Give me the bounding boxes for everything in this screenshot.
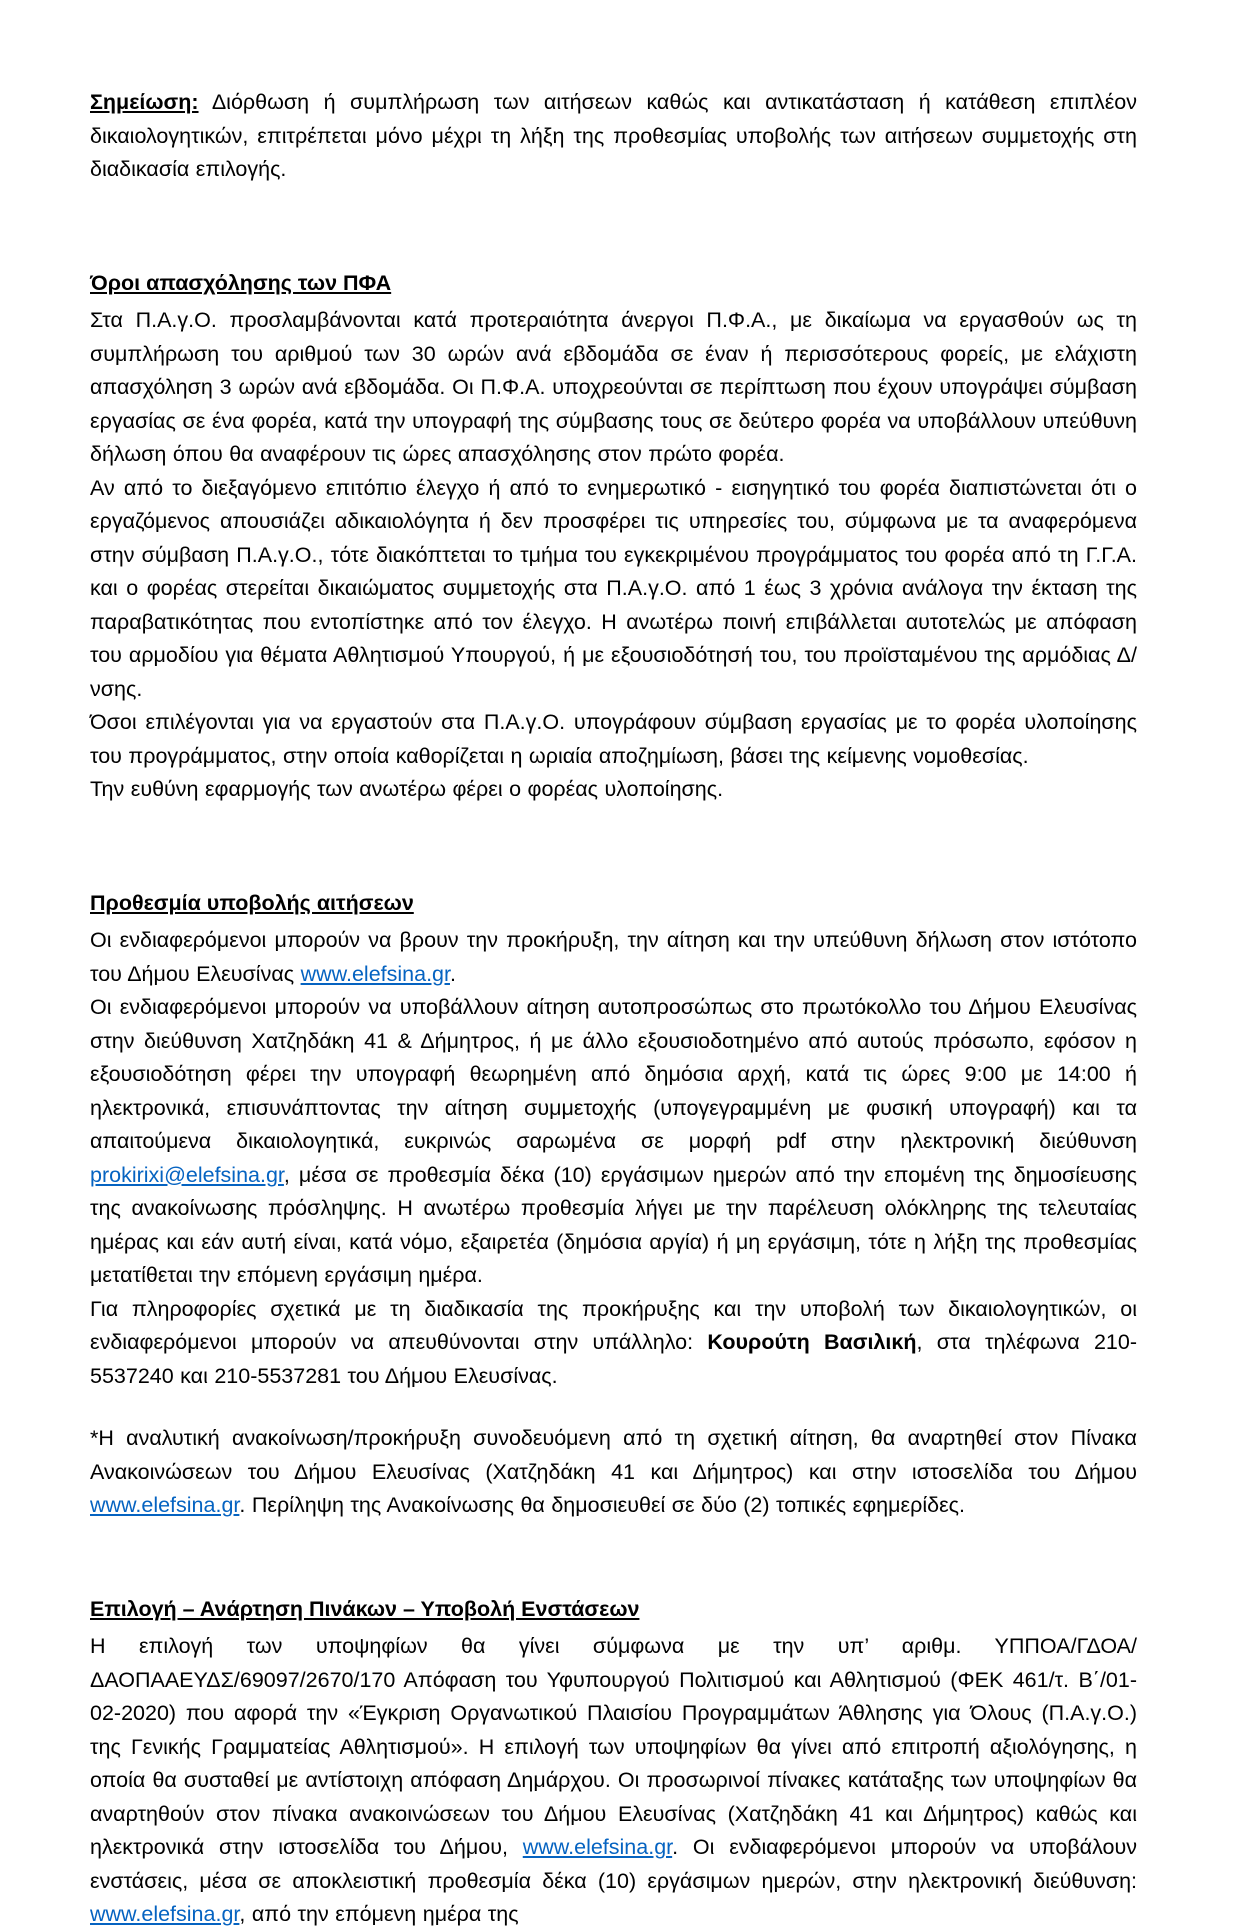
deadline-paragraph-1 <box>90 924 1137 991</box>
deadline-paragraph-3 <box>90 1293 1137 1394</box>
employment-terms-paragraph-2: Αν από το διεξαγόμενο επιτόπιο έλεγχο ή από το ενημερωτικό - εισηγητικό του φορέα διαπιστώνεται ότι ο εργαζόμενος απουσιάζει αδικαιολόγητα ή δεν προσφέρει τις υπηρεσίες του, σύμφωνα με τα αναφερόμενα στην σύμβαση Π.Α.γ.Ο., τότε διακόπτεται το τμήμα του εγκεκριμένου προγράμματος του φορέα από τη Γ.Γ.Α. και ο φορέας στερείται δικαιώματος συμμετοχής στα Π.Α.γ.Ο. από 1 έως 3 χρόνια ανάλογα την έκταση της παραβατικότητας που εντοπίστηκε από τον έλεγχο. Η ανωτέρω ποινή επιβάλλεται αυτοτελώς με απόφαση του αρμοδίου για θέματα Αθλητισμού Υπουργού, ή με εξουσιοδότησή του, του προϊσταμένου της αρμόδιας Δ/νσης. <box>90 475 1137 701</box>
contact-phone-numbers: , στα τηλέφωνα 210-5537240 και 210-5537281 του Δήμου Ελευσίνας. <box>90 1330 1137 1388</box>
selection-paragraph <box>90 1630 1137 1932</box>
employment-terms-paragraph-3: Όσοι επιλέγονται για να εργαστούν στα Π.Α.γ.Ο. υπογράφουν σύμβαση εργασίας με το φορέα υλοποίησης του προγράμματος, στην οποία καθορίζεται η ωριαία αποζημίωση, βάσει της κείμενης νομοθεσίας. <box>90 710 1137 768</box>
selection-heading: Επιλογή – Ανάρτηση Πινάκων – Υποβολή Ενστάσεων <box>90 1596 640 1621</box>
announcement-posting-text: *Η αναλυτική ανακοίνωση/προκήρυξη συνοδευόμενη από τη σχετική αίτηση, θα αναρτηθεί στον Πίνακα Ανακοινώσεων του Δήμου Ελευσίνας (Χατζηδάκη 41 και Δήμητρος) και στην ιστοσελίδα του Δήμου <box>90 1426 1137 1484</box>
employment-terms-heading: Όροι απασχόλησης των ΠΦΑ <box>90 270 392 295</box>
deadline-heading: Προθεσμία υποβολής αιτήσεων <box>90 890 414 915</box>
elefsina-website-link[interactable]: www.elefsina.gr <box>300 961 450 986</box>
elefsina-website-link-2[interactable]: www.elefsina.gr <box>90 1493 240 1517</box>
deadline-paragraph-2 <box>90 991 1137 1293</box>
elefsina-website-link-3[interactable]: www.elefsina.gr <box>522 1835 673 1859</box>
elefsina-website-link-4[interactable]: www.elefsina.gr <box>90 1902 240 1926</box>
selection-text-3: , από την επόμενη ημέρα της <box>239 1902 519 1926</box>
employment-terms-paragraph-1: Στα Π.Α.γ.Ο. προσλαμβάνονται κατά προτεραιότητα άνεργοι Π.Φ.Α., με δικαίωμα να εργασθούν ως τη συμπλήρωση του αριθμού των 30 ωρών ανά εβδομάδα σε έναν ή περισσότερους φορείς, με ελάχιστη απασχόληση 3 ωρών ανά εβδομάδα. Οι Π.Φ.Α. υποχρεούνται σε περίπτωση που έχουν υπογράψει σύμβαση εργασίας σε ένα φορέα, κατά την υπογραφή της σύμβασης τους σε δεύτερο φορέα να υποβάλλουν υπεύθυνη δήλωση όπου θα αναφέρουν τις ώρες απασχόλησης στον πρώτο φορέα. <box>90 308 1137 466</box>
deadline-p2-text-after: , μέσα σε προθεσμία δέκα (10) εργάσιμων ημερών από την επομένη της δημοσίευσης της ανακοίνωσης πρόσληψης. Η ανωτέρω προθεσμία λήγει με την παρέλευση ολόκληρης της τελευταίας ημέρας και εάν αυτή είναι, κατά νόμο, εξαιρετέα (δημόσια αργία) ή μη εργάσιμη, τότε η λήξη της προθεσμίας μετατίθεται την επόμενη εργάσιμη ημέρα. <box>90 1162 1137 1287</box>
employment-terms-paragraph-4: Την ευθύνη εφαρμογής των ανωτέρω φέρει ο φορέας υλοποίησης. <box>90 777 724 801</box>
deadline-p2-text: Οι ενδιαφερόμενοι μπορούν να υποβάλλουν αίτηση αυτοπροσώπως στο πρωτόκολλο του Δήμου Ελευσίνας στην διεύθυνση Χατζηδάκη 41 & Δήμητρος, ή με άλλο εξουσιοδοτημένο από αυτούς πρόσωπο, εφόσον η εξουσιοδότηση φέρει την υπογραφή θεωρημένη από δημόσια αρχή, κατά τις ώρες 9:00 με 14:00 ή ηλεκτρονικά, επισυνάπτοντας την αίτηση συμμετοχής (υπογεγραμμένη με φυσική υπογραφή) και τα απαιτούμενα δικαιολογητικά, ευκρινώς σαρωμένα σε μορφή pdf στην ηλεκτρονική διεύθυνση <box>90 995 1137 1153</box>
contact-person-name: Κουρούτη Βασιλική <box>707 1330 917 1354</box>
deadline-p1-period: . <box>449 961 456 986</box>
announcement-posting-paragraph <box>90 1422 1137 1523</box>
selection-text-1: Η επιλογή των υποψηφίων θα γίνει σύμφωνα με την υπ’ αριθμ. ΥΠΠΟΑ/ΓΔΟΑ/ΔΑΟΠΑΑΕΥΔΣ/69097/2670/170 Απόφαση του Υφυπουργού Πολιτισμού και Αθλητισμού (ΦΕΚ 461/τ. Β΄/01-02-2020) που αφορά την «Έγκριση Οργανωτικού Πλαισίου Προγραμμάτων Άθλησης για Όλους (Π.Α.γ.Ο.) της Γενικής Γραμματείας Αθλητισμού». Η επιλογή των υποψηφίων θα γίνει από επιτροπή αξιολόγησης, η οποία θα συσταθεί με αντίστοιχη απόφαση Δημάρχου. Οι προσωρινοί πίνακες κατάταξης των υποψηφίων θα αναρτηθούν στον πίνακα ανακοινώσεων του Δήμου Ελευσίνας (Χατζηδάκη 41 και Δήμητρος) καθώς και ηλεκτρονικά στην ιστοσελίδα του Δήμου, <box>90 1634 1137 1859</box>
note-label: Σημείωση: <box>90 90 199 114</box>
announcement-posting-text-after: . Περίληψη της Ανακοίνωσης θα δημοσιευθεί σε δύο (2) τοπικές εφημερίδες. <box>239 1493 965 1517</box>
note-body: Διόρθωση ή συμπλήρωση των αιτήσεων καθώς και αντικατάσταση ή κατάθεση επιπλέον δικαιολογητικών, επιτρέπεται μόνο μέχρι τη λήξη της προθεσμίας υποβολής των αιτήσεων συμμετοχής στη διαδικασία επιλογής. <box>90 90 1137 181</box>
deadline-p1-text: Οι ενδιαφερόμενοι μπορούν να βρουν την προκήρυξη, την αίτηση και την υπεύθυνη δήλωση στον ιστότοπο του Δήμου Ελευσίνας <box>90 928 1137 986</box>
note-paragraph <box>90 86 1137 187</box>
prokirixi-email-link[interactable]: prokirixi@elefsina.gr <box>90 1162 284 1187</box>
contact-info-text: Για πληροφορίες σχετικά με τη διαδικασία της προκήρυξης και την υποβολή των δικαιολογητικών, οι ενδιαφερόμενοι μπορούν να απευθύνονται στην υπάλληλο: <box>90 1296 1137 1354</box>
selection-text-2: . Οι ενδιαφερόμενοι μπορούν να υποβάλουν ενστάσεις, μέσα σε αποκλειστική προθεσμία δέκα (10) εργάσιμων ημερών, στην ηλεκτρονική διεύθυνση: <box>90 1835 1137 1893</box>
